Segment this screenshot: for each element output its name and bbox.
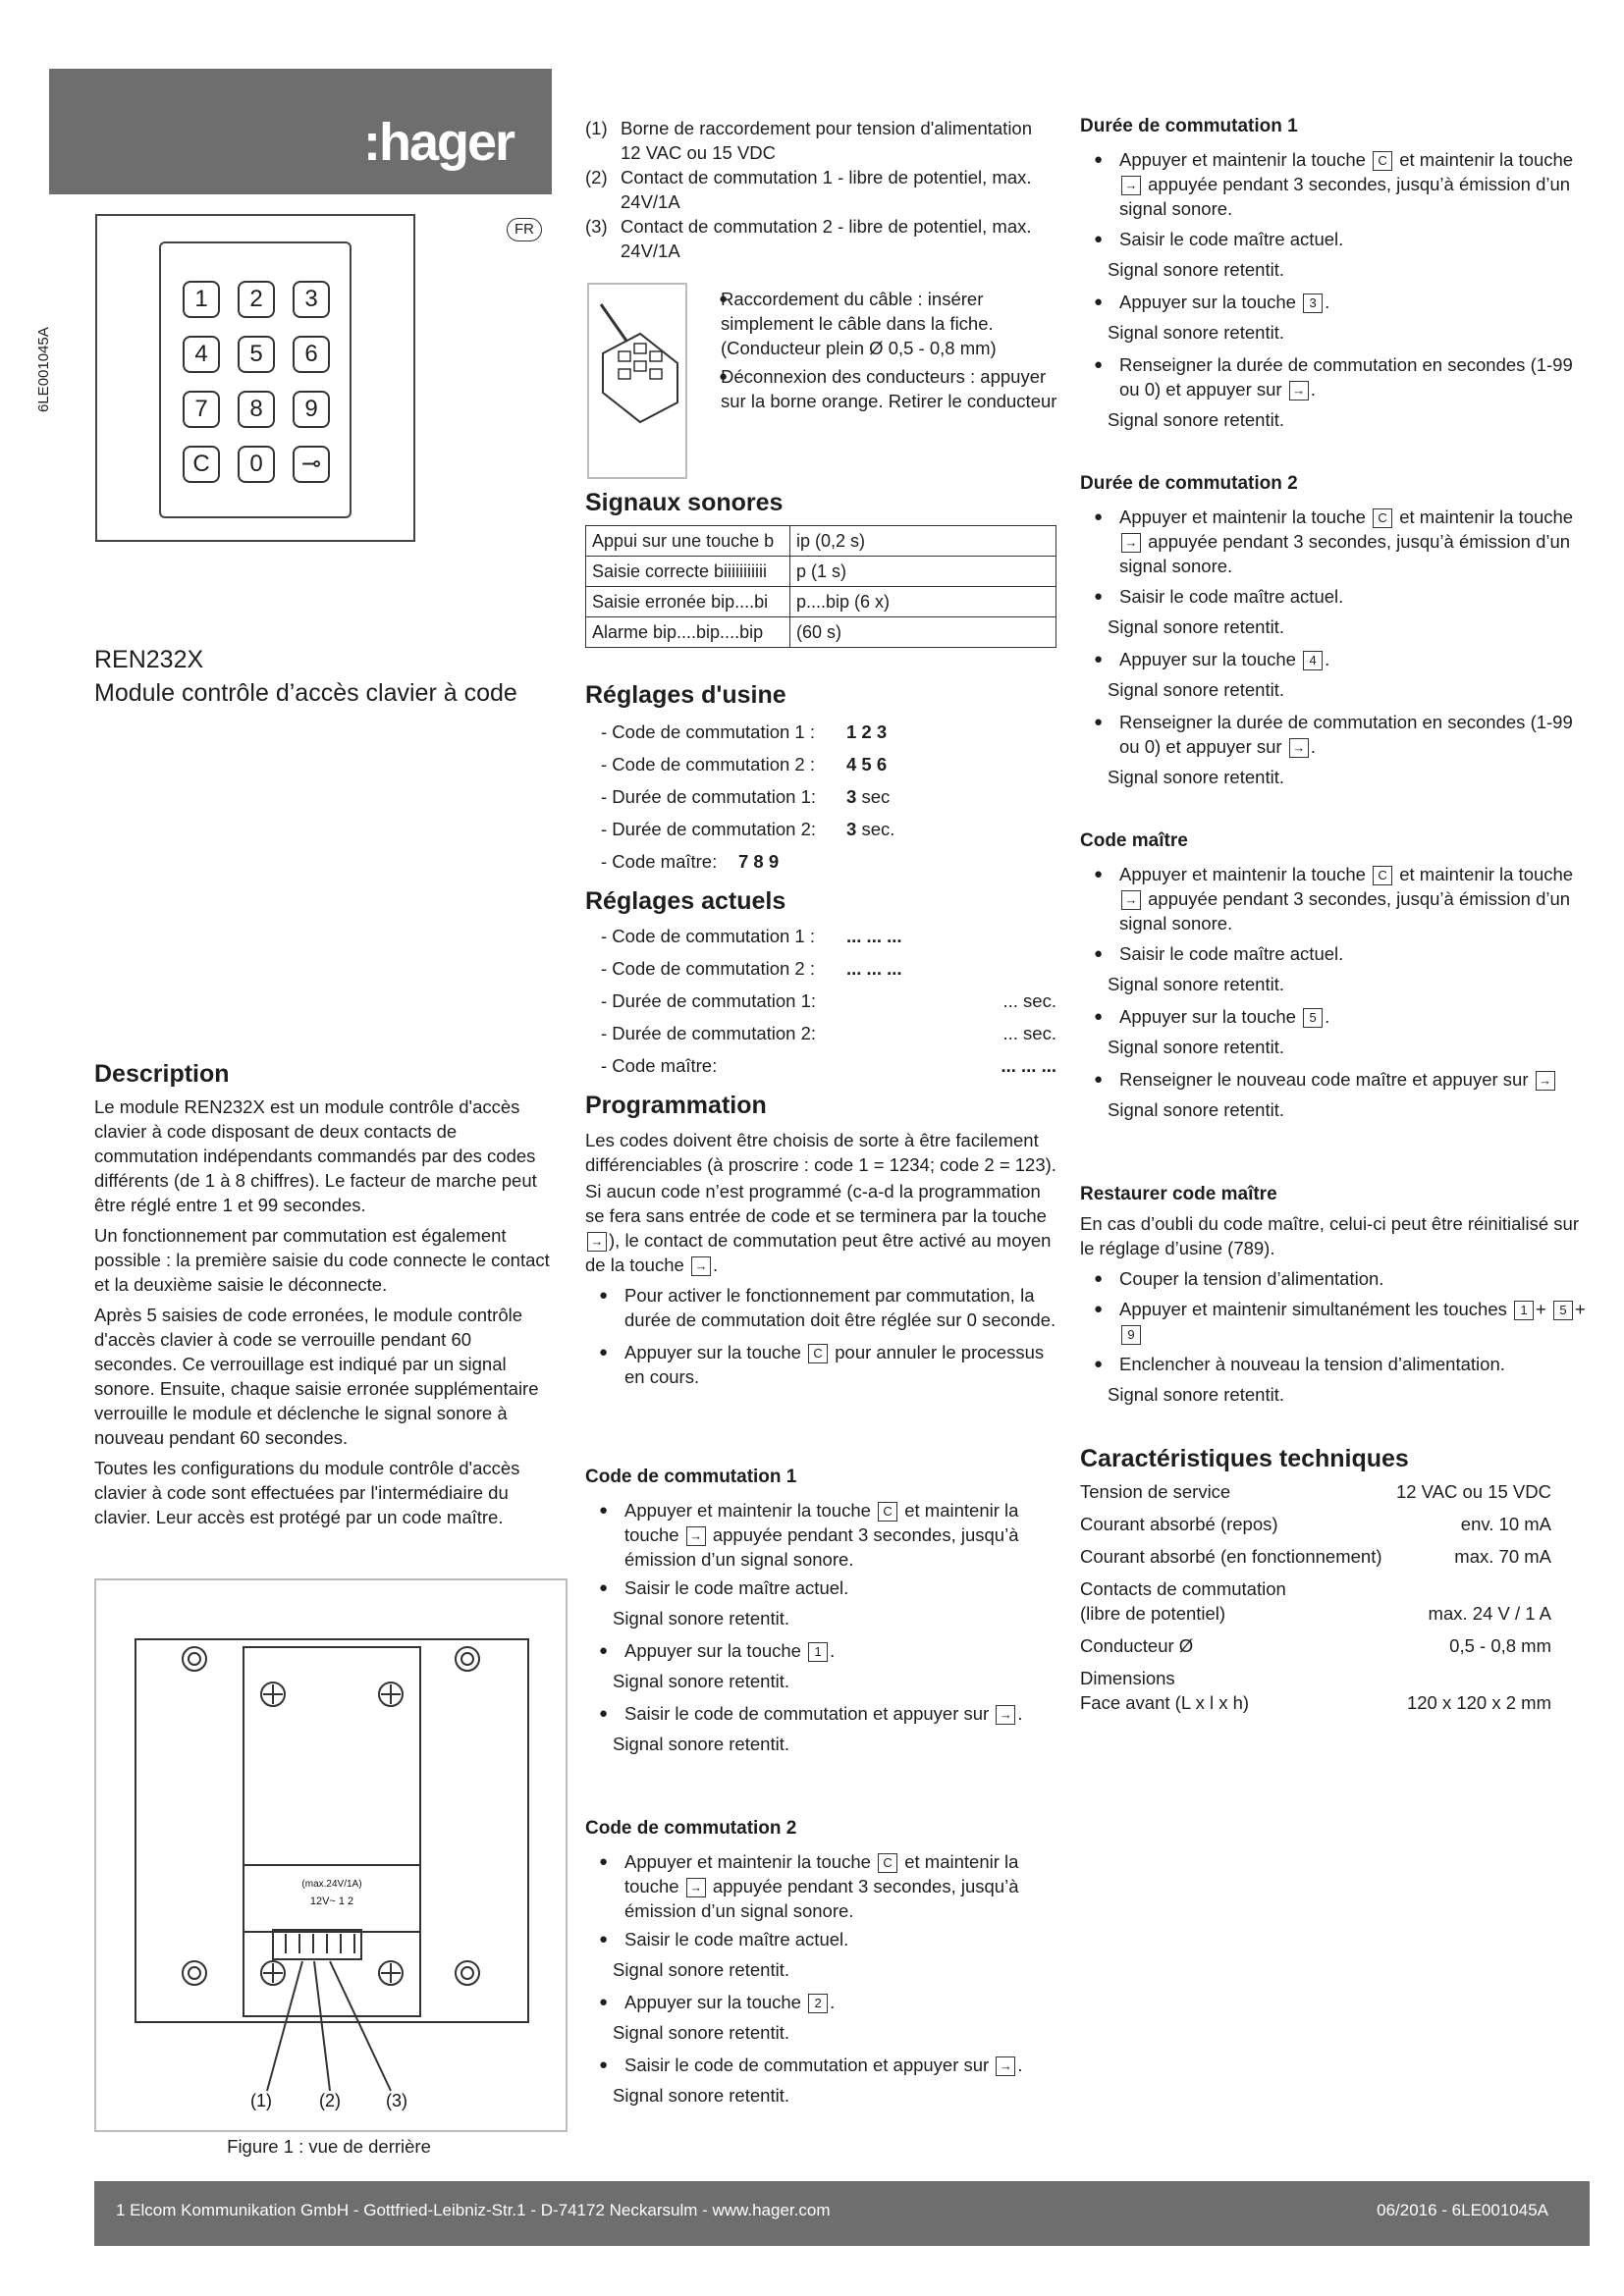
- terminal-number-label: 12V~ 1 2: [309, 1896, 354, 1907]
- footer-address: 1 Elcom Kommunikation GmbH - Gottfried-Leibniz-Str.1 - D-74172 Neckarsulm - www.hager.com: [116, 2201, 831, 2219]
- actuels-row: - Code de commutation 2 : ... ... ...: [601, 958, 902, 979]
- keypad-key: ⊸: [293, 446, 330, 483]
- signal-text: Signal sonore retentit.: [613, 1608, 789, 1629]
- restore-text: En cas d’oubli du code maître, celui-ci peut être réinitialisé sur le réglage d’usine (789).: [1080, 1213, 1579, 1258]
- key-5-icon: 5: [1553, 1301, 1573, 1320]
- signal-text: Signal sonore retentit.: [613, 2085, 789, 2106]
- step: ● Saisir le code maître actuel.: [585, 1927, 1056, 1951]
- actuels-title: Réglages actuels: [585, 887, 786, 915]
- c-key-icon: C: [1373, 151, 1392, 171]
- step: ● Appuyer sur la touche 5 .: [1080, 1004, 1591, 1029]
- signal-text: Signal sonore retentit.: [1108, 259, 1284, 280]
- signal-text: Signal sonore retentit.: [1108, 1099, 1284, 1120]
- terminal-item: (2) Contact de commutation 1 - libre de potentiel, max. 24V/1A: [585, 167, 1032, 212]
- programmation-p1: Les codes doivent être choisis de sorte à être facilement différenciables (à proscrire : code 1 = 1234; code 2 = 123).: [585, 1130, 1056, 1175]
- actuels-row: - Durée de commutation 1: ... sec.: [601, 990, 1056, 1011]
- key-2-icon: 2: [808, 1994, 828, 2013]
- figure-rear-view: [94, 1578, 568, 2132]
- step: ● Saisir le code maître actuel.: [1080, 941, 1591, 966]
- actuels-row: - Durée de commutation 2: ... sec.: [601, 1023, 1056, 1043]
- callout-1: (1): [250, 2091, 272, 2110]
- signal-text: Signal sonore retentit.: [1108, 767, 1284, 787]
- footer-doc-ref: 06/2016 - 6LE001045A: [1377, 2201, 1548, 2219]
- usine-section: [585, 681, 1056, 878]
- key-3-icon: 3: [1303, 294, 1323, 313]
- step: ● Appuyer sur la touche 3 .: [1080, 290, 1591, 314]
- keypad-key: 9: [293, 391, 330, 428]
- signal-text: Signal sonore retentit.: [613, 1734, 789, 1754]
- rear-view-drawing: [96, 1580, 566, 2130]
- signal-text: Signal sonore retentit.: [1108, 679, 1284, 700]
- step: ● Renseigner la durée de commutation en secondes (1-99 ou 0) et appuyer sur → .: [1080, 710, 1591, 759]
- spec-row: Courant absorbé (en fonctionnement) max. 70 mA: [1080, 1546, 1551, 1567]
- key-1-icon: 1: [1514, 1301, 1534, 1320]
- usine-row: - Code de commutation 2 : 4 5 6: [601, 754, 888, 774]
- callout-2: (2): [319, 2091, 341, 2110]
- maitre-title: Code maître: [1080, 830, 1188, 851]
- actuels-row: - Code de commutation 1 : ... ... ...: [601, 926, 902, 946]
- keypad-key: 7: [183, 391, 220, 428]
- c-key-icon: C: [1373, 508, 1392, 528]
- duree1-title: Durée de commutation 1: [1080, 116, 1298, 136]
- table-row: Appui sur une touche b ip (0,2 s): [586, 526, 1056, 557]
- specs-section: [1080, 1445, 1551, 1715]
- cable-instructions: [705, 287, 1058, 413]
- step: ● Appuyer et maintenir la touche C et maintenir la touche → appuyée pendant 3 secondes, jusqu’à émission d’un signal sonore.: [585, 1849, 1056, 1923]
- description-section: [94, 1060, 556, 1529]
- c-key-icon: C: [878, 1853, 897, 1873]
- signal-text: Signal sonore retentit.: [1108, 1384, 1284, 1405]
- arrow-key-icon: →: [1289, 381, 1309, 400]
- duree1-section: [1080, 116, 1591, 432]
- step: ● Saisir le code maître actuel.: [1080, 227, 1591, 251]
- code2-section: [585, 1818, 1056, 2108]
- usine-row: - Code maître: 7 8 9: [601, 851, 780, 872]
- step: ● Couper la tension d’alimentation.: [1080, 1266, 1591, 1291]
- callout-3: (3): [386, 2091, 407, 2110]
- spec-row: Courant absorbé (repos) env. 10 mA: [1080, 1514, 1551, 1534]
- step: ● Appuyer et maintenir simultanément les touches 1 + 5 + 9: [1080, 1297, 1591, 1346]
- description-title: Description: [94, 1060, 230, 1088]
- arrow-key-icon: →: [996, 2056, 1015, 2076]
- signal-text: Signal sonore retentit.: [1108, 974, 1284, 994]
- product-name: Module contrôle d’accès clavier à code: [94, 679, 517, 707]
- step: ● Appuyer et maintenir la touche C et maintenir la touche → appuyée pendant 3 secondes, jusqu’à émission d’un signal sonore.: [1080, 862, 1591, 935]
- arrow-key-icon: →: [1121, 533, 1141, 553]
- step: ● Appuyer et maintenir la touche C et maintenir la touche → appuyée pendant 3 secondes, jusqu’à émission d’un signal sonore.: [585, 1498, 1056, 1572]
- signaux-title: Signaux sonores: [585, 489, 784, 516]
- step: ● Saisir le code maître actuel.: [1080, 584, 1591, 609]
- actuels-row: - Code maître: ... ... ...: [601, 1055, 1056, 1076]
- connector-icon: [589, 285, 685, 477]
- table-row: Saisie correcte biiiiiiiiiii p (1 s): [586, 557, 1056, 587]
- signal-text: Signal sonore retentit.: [613, 2022, 789, 2043]
- keypad-key: 8: [238, 391, 275, 428]
- keypad-key: 5: [238, 336, 275, 373]
- description-p3: Après 5 saisies de code erronées, le module contrôle d'accès clavier à code se verrouille pendant 60 secondes. Ce verrouillage est indiqué par un signal sonore. Ensuite, chaque saisie erronée supplémentaire verrouille le module et déclenche le signal sonore à nouveau pendant 60 secondes.: [94, 1305, 539, 1448]
- keypad-key: 1: [183, 281, 220, 318]
- signal-text: Signal sonore retentit.: [1108, 616, 1284, 637]
- keypad-key: 2: [238, 281, 275, 318]
- step: ● Appuyer sur la touche 1 .: [585, 1638, 1056, 1663]
- language-badge: FR: [507, 218, 542, 241]
- step: ● Appuyer et maintenir la touche C et maintenir la touche → appuyée pendant 3 secondes, jusqu’à émission d’un signal sonore.: [1080, 147, 1591, 221]
- key-4-icon: 4: [1303, 651, 1323, 670]
- description-p4: Toutes les configurations du module contrôle d'accès clavier à code sont effectuées par l'intermédiaire du clavier. Leur accès est protégé par un code maître.: [94, 1458, 520, 1527]
- table-row: Alarme bip....bip....bip (60 s): [586, 617, 1056, 648]
- signal-text: Signal sonore retentit.: [613, 1959, 789, 1980]
- code1-section: [585, 1467, 1056, 1756]
- actuels-section: [585, 887, 1056, 1082]
- programmation-bullet: ● Pour activer le fonctionnement par commutation, la durée de commutation doit être réglée sur 0 seconde.: [585, 1283, 1056, 1332]
- code2-title: Code de commutation 2: [585, 1818, 797, 1839]
- arrow-key-icon: →: [1121, 890, 1141, 910]
- step: ● Saisir le code maître actuel.: [585, 1575, 1056, 1600]
- arrow-key-icon: →: [996, 1705, 1015, 1725]
- arrow-key-icon: →: [1121, 176, 1141, 195]
- maitre-section: [1080, 830, 1591, 1122]
- usine-row: - Durée de commutation 1: 3 sec: [601, 786, 891, 807]
- doc-code-vertical: 6LE001045A: [35, 327, 52, 412]
- terminal-item: (1) Borne de raccordement pour tension d'alimentation 12 VAC ou 15 VDC: [585, 118, 1033, 163]
- table-row: Saisie erronée bip....bi p....bip (6 x): [586, 587, 1056, 617]
- step: ● Saisir le code de commutation et appuyer sur → .: [585, 1701, 1056, 1726]
- hager-logo: :hager: [363, 113, 514, 172]
- specs-title: Caractéristiques techniques: [1080, 1445, 1409, 1472]
- step: ● Enclencher à nouveau la tension d’alimentation.: [1080, 1352, 1591, 1376]
- description-p2: Un fonctionnement par commutation est également possible : la première saisie du code connecte le contact et la deuxième saisie le déconnecte.: [94, 1225, 550, 1295]
- spec-row: Conducteur Ø 0,5 - 0,8 mm: [1080, 1635, 1551, 1656]
- key-9-icon: 9: [1121, 1325, 1141, 1345]
- keypad-key: C: [183, 446, 220, 483]
- spec-row: Dimensions Face avant (L x l x h) 120 x 120 x 2 mm: [1080, 1668, 1551, 1713]
- step: ● Appuyer et maintenir la touche C et maintenir la touche → appuyée pendant 3 secondes, jusqu’à émission d’un signal sonore.: [1080, 505, 1591, 578]
- usine-title: Réglages d'usine: [585, 681, 786, 709]
- terminal-item: (3) Contact de commutation 2 - libre de potentiel, max. 24V/1A: [585, 216, 1032, 261]
- arrow-key-icon: →: [686, 1526, 706, 1546]
- signal-text: Signal sonore retentit.: [613, 1671, 789, 1691]
- keypad-key: 0: [238, 446, 275, 483]
- programmation-p2: Si aucun code n’est programmé (c-a-d la programmation se fera sans entrée de code et se terminera par la touche → ), le contact de commutation peut être activé au moyen de la touche → .: [585, 1181, 1052, 1275]
- c-key-icon: C: [808, 1344, 828, 1363]
- key-1-icon: 1: [808, 1642, 828, 1662]
- signal-text: Signal sonore retentit.: [1108, 409, 1284, 430]
- cable-connect: ● Raccordement du câble : insérer simplement le câble dans la fiche. (Conducteur plein Ø 0,5 - 0,8 mm): [705, 287, 1058, 360]
- step: ● Renseigner la durée de commutation en secondes (1-99 ou 0) et appuyer sur → .: [1080, 352, 1591, 401]
- spec-row: Contacts de commutation (libre de potentiel) max. 24 V / 1 A: [1080, 1578, 1551, 1624]
- arrow-key-icon: →: [1536, 1071, 1555, 1091]
- keypad-key: 3: [293, 281, 330, 318]
- signaux-table: [585, 525, 1056, 648]
- code1-title: Code de commutation 1: [585, 1467, 797, 1487]
- arrow-key-icon: →: [691, 1256, 711, 1276]
- arrow-key-icon: →: [1289, 738, 1309, 758]
- terminal-rating-label: (max.24V/1A): [301, 1879, 362, 1890]
- description-p1: Le module REN232X est un module contrôle d'accès clavier à code disposant de deux contacts de commutation indépendants commandés par des codes différents (de 1 à 8 chiffres). Le facteur de marche peut être réglé entre 1 et 99 secondes.: [94, 1096, 537, 1215]
- signal-text: Signal sonore retentit.: [1108, 322, 1284, 343]
- step: ● Appuyer sur la touche 4 .: [1080, 647, 1591, 671]
- footer-bar: [94, 2181, 1590, 2246]
- restore-section: [1080, 1184, 1591, 1407]
- programmation-title: Programmation: [585, 1092, 767, 1119]
- cable-disconnect: ● Déconnexion des conducteurs : appuyer sur la borne orange. Retirer le conducteur: [705, 364, 1058, 413]
- duree2-title: Durée de commutation 2: [1080, 473, 1298, 494]
- terminals-list: [585, 116, 1055, 263]
- signaux-section: [585, 489, 1056, 648]
- arrow-key-icon: →: [686, 1878, 706, 1897]
- figure-caption: Figure 1 : vue de derrière: [227, 2136, 431, 2157]
- connector-illustration: [587, 283, 687, 479]
- restore-title: Restaurer code maître: [1080, 1184, 1277, 1204]
- spec-row: Tension de service 12 VAC ou 15 VDC: [1080, 1481, 1551, 1502]
- step: ● Renseigner le nouveau code maître et appuyer sur →: [1080, 1067, 1591, 1092]
- signal-text: Signal sonore retentit.: [1108, 1037, 1284, 1057]
- step: ● Appuyer sur la touche 2 .: [585, 1990, 1056, 2014]
- product-ref: REN232X: [94, 646, 204, 673]
- usine-row: - Durée de commutation 2: 3 sec.: [601, 819, 895, 839]
- key-5-icon: 5: [1303, 1008, 1323, 1028]
- keypad-key: 6: [293, 336, 330, 373]
- step: ● Saisir le code de commutation et appuyer sur → .: [585, 2053, 1056, 2077]
- c-key-icon: C: [1373, 866, 1392, 885]
- duree2-section: [1080, 473, 1591, 789]
- keypad-key: 4: [183, 336, 220, 373]
- c-key-icon: C: [878, 1502, 897, 1522]
- arrow-key-icon: →: [587, 1232, 607, 1252]
- usine-row: - Code de commutation 1 : 1 2 3: [601, 721, 888, 742]
- programmation-section: [585, 1092, 1056, 1389]
- programmation-bullet: ● Appuyer sur la touche C pour annuler le processus en cours.: [585, 1340, 1056, 1389]
